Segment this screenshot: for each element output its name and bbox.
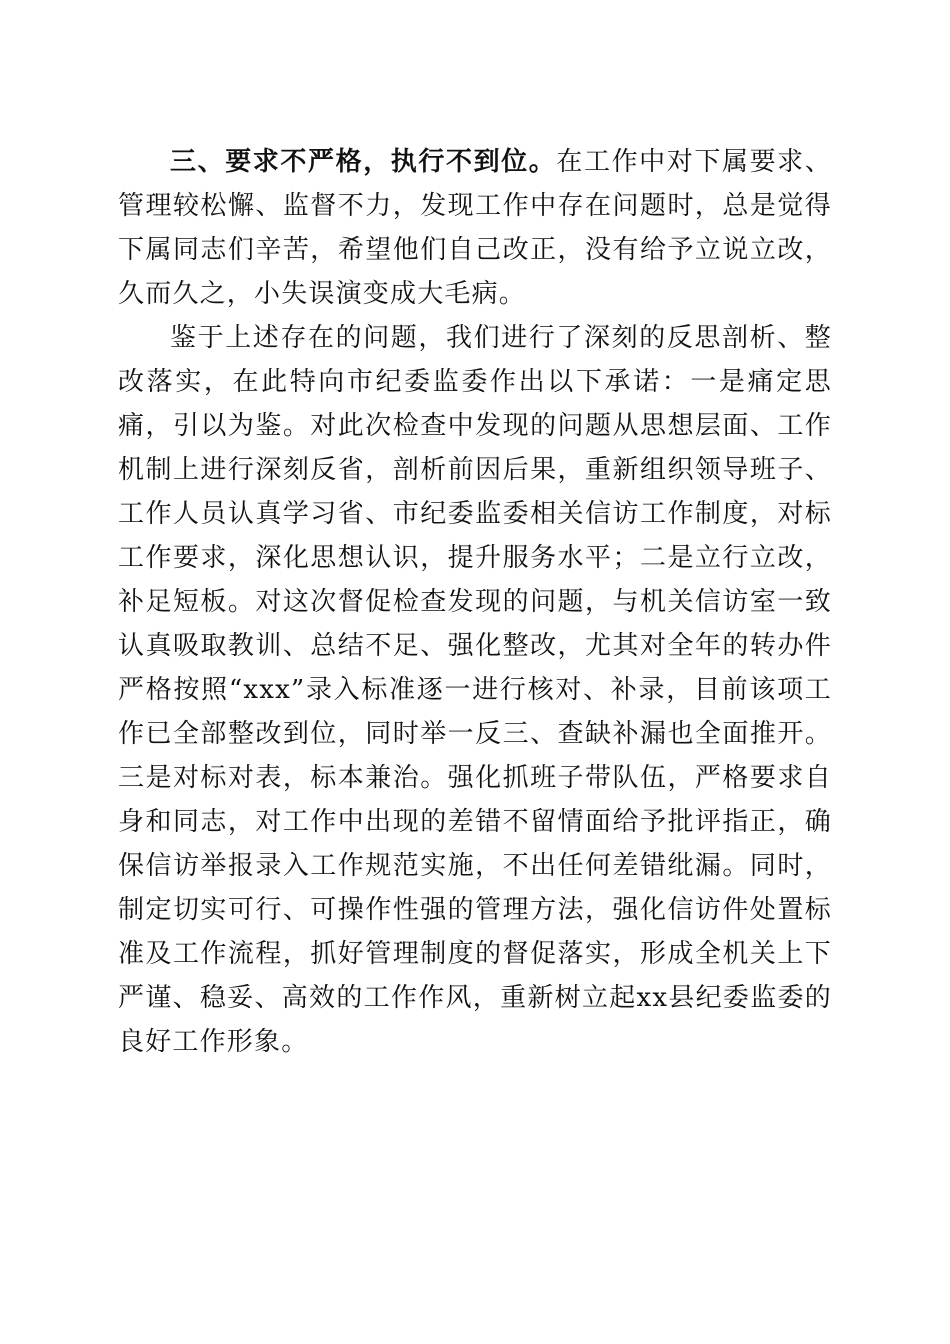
paragraph-requirements	[118, 140, 832, 316]
paragraph-commitments	[118, 316, 832, 1064]
paragraph-text: 鉴于上述存在的问题，我们进行了深刻的反思剖析、整改落实，在此特向市纪委监委作出以下承诺：一是痛定思痛，引以为鉴。对此次检查中发现的问题从思想层面、工作机制上进行深刻反省，剖析前因后果，重新组织领导班子、工作人员认真学习省、市纪委监委相关信访工作制度，对标工作要求，深化思想认识，提升服务水平；二是立行立改，补足短板。对这次督促检查发现的问题，与机关信访室一致认真吸取教训、总结不足、强化整改，尤其对全年的转办件严格按照“xxx”录入标准逐一进行核对、补录，目前该项工作已全部整改到位，同时举一反三、查缺补漏也全面推开。三是对标对表，标本兼治。强化抓班子带队伍，严格要求自身和同志，对工作中出现的差错不留情面给予批评指正，确保信访举报录入工作规范实施，不出任何差错纰漏。同时，制定切实可行、可操作性强的管理方法，强化信访件处置标准及工作流程，抓好管理制度的督促落实，形成全机关上下严谨、稳妥、高效的工作作风，重新树立起xx县纪委监委的良好工作形象。	[118, 323, 832, 1057]
paragraph-text: 在工作中对下属要求、管理较松懈、监督不力，发现工作中存在问题时，总是觉得下属同志们辛苦，希望他们自己改正，没有给予立说立改，久而久之，小失误演变成大毛病。	[118, 147, 832, 309]
document-body	[118, 140, 832, 1064]
section-heading: 三、要求不严格，执行不到位。	[170, 147, 557, 177]
